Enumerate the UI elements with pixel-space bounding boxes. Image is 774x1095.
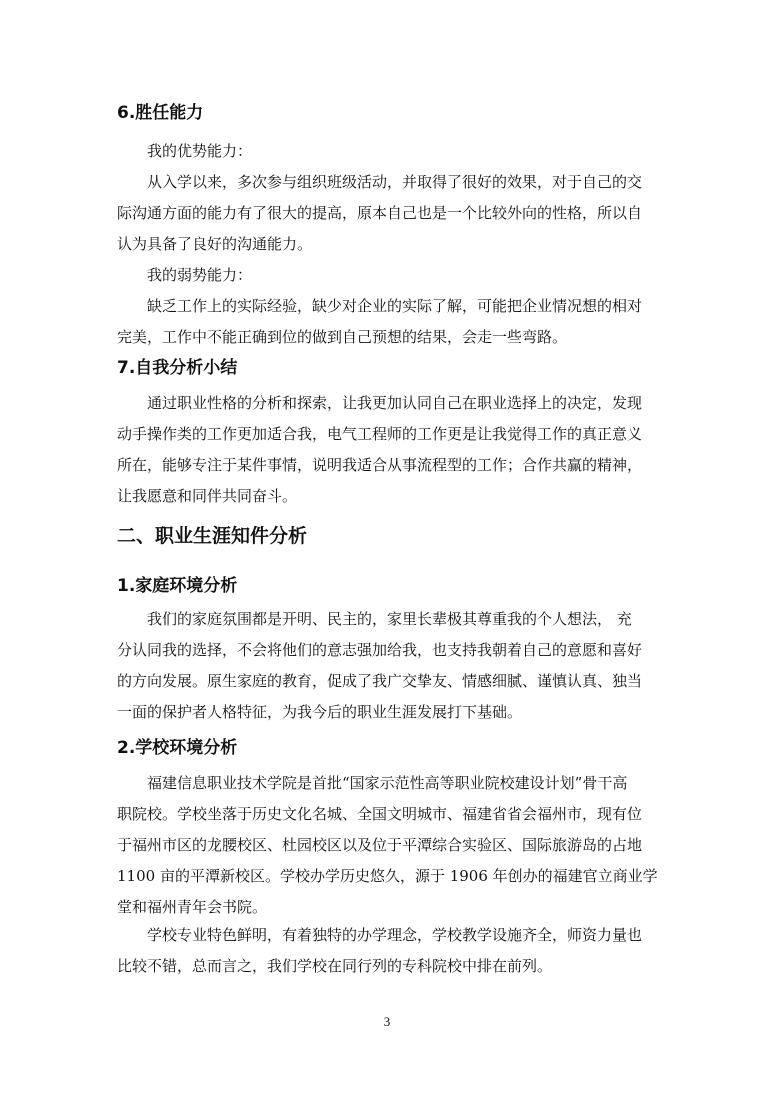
text-line: 从入学以来，多次参与组织班级活动，并取得了很好的效果，对于自己的交 [147,173,643,191]
heading-competence: 6.胜任能力 [117,103,204,123]
text-line: 职院校。学校坐落于历史文化名城、全国文明城市、福建省省会福州市，现有位 [117,805,643,823]
heading-self-analysis-summary: 7.自我分析小结 [117,358,238,378]
text-line: 际沟通方面的能力有了很大的提高，原本自己也是一个比较外向的性格，所以自 [117,204,643,222]
page-number: 3 [383,1014,391,1029]
paragraph-school-intro [117,768,667,923]
text-line: 一面的保护者人格特征，为我今后的职业生涯发展打下基础。 [117,703,523,721]
heading-family-environment: 1.家庭环境分析 [117,576,238,596]
text-line: 福建信息职业技术学院是首批“国家示范性高等职业院校建设计划”骨干高 [147,774,628,792]
label-weaknesses: 我的弱势能力： [147,266,253,284]
text-line: 学校专业特色鲜明，有着独特的办学理念，学校教学设施齐全，师资力量也 [147,926,643,944]
text-line: 比较不错，总而言之，我们学校在同行列的专科院校中排在前列。 [117,957,553,975]
text-line: 动手操作类的工作更加适合我，电气工程师的工作更是让我觉得工作的真正意义 [117,425,643,443]
label-strengths: 我的优势能力： [147,142,253,160]
text-line: 完美，工作中不能正确到位的做到自己预想的结果，会走一些弯路。 [117,328,568,346]
text-line: 缺乏工作上的实际经验，缺少对企业的实际了解，可能把企业情况想的相对 [147,297,643,315]
text-line: 1100 亩的平潭新校区。学校办学历史悠久，源于 1906 年创办的福建官立商业学 [117,867,658,885]
heading-school-environment: 2.学校环境分析 [117,738,238,758]
text-line: 堂和福州青年会书院。 [117,898,268,916]
paragraph-strengths [117,136,667,353]
paragraph-school-features [117,920,667,982]
text-line: 我们的家庭氛围都是开明、民主的，家里长辈极其尊重我的个人想法， 充 [147,610,632,628]
text-line: 认为具备了良好的沟通能力。 [117,235,313,253]
paragraph-summary [117,388,667,512]
heading-part-two: 二、职业生涯知件分析 [117,525,308,547]
text-line: 所在，能够专注于某件事情，说明我适合从事流程型的工作；合作共赢的精神， [117,456,643,474]
text-line: 让我愿意和同伴共同奋斗。 [117,487,298,505]
paragraph-family [117,604,667,728]
text-line: 通过职业性格的分析和探索，让我更加认同自己在职业选择上的决定，发现 [147,394,643,412]
text-line: 于福州市区的龙腰校区、杜园校区以及位于平潭综合实验区、国际旅游岛的占地 [117,836,643,854]
text-line: 的方向发展。原生家庭的教育，促成了我广交挚友、情感细腻、谨慎认真、独当 [117,672,643,690]
text-line: 分认同我的选择，不会将他们的意志强加给我，也支持我朝着自己的意愿和喜好 [117,641,643,659]
